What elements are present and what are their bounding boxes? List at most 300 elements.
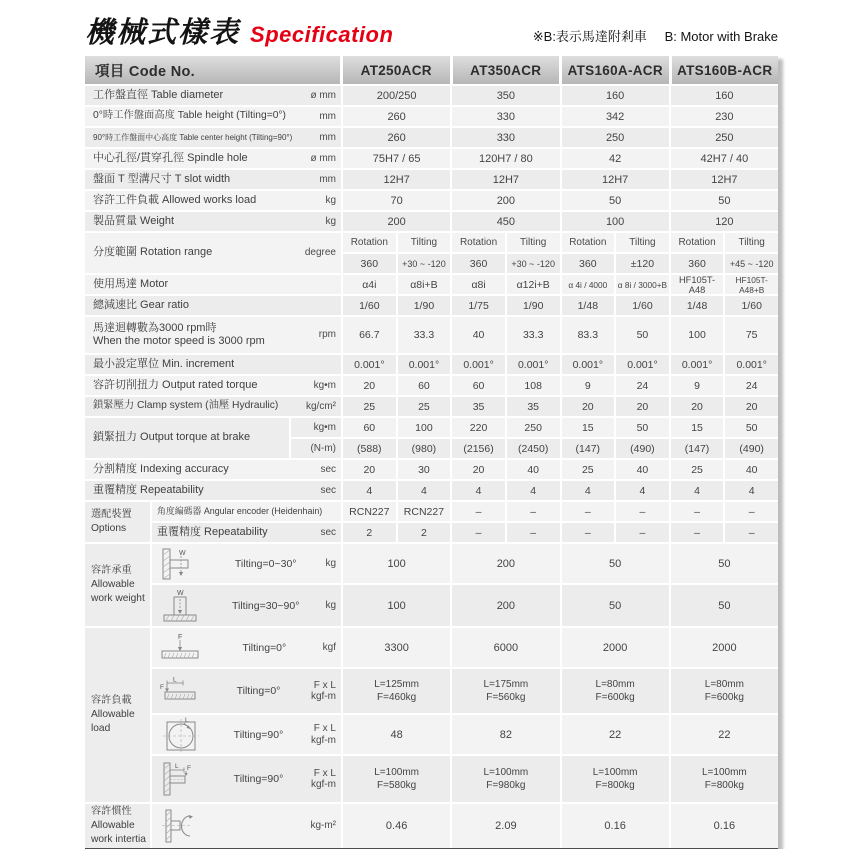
value-cell: – <box>671 523 726 542</box>
unit-line: kg <box>325 599 336 611</box>
row-label-text <box>93 89 308 102</box>
value-cell: 50 <box>725 418 778 437</box>
table-header-row <box>85 56 778 86</box>
group-block <box>152 628 778 802</box>
value-cell: +30 ~ -120 <box>398 254 453 273</box>
value-cell <box>562 756 671 802</box>
value-cell: 0.001° <box>562 355 617 374</box>
value-cell: 220 <box>452 418 507 437</box>
value-cell: 25 <box>398 397 453 416</box>
value-cell: 20 <box>562 397 617 416</box>
value-cell: 120H7 / 80 <box>452 149 561 168</box>
value-cell: 70 <box>343 191 452 210</box>
value-line: L=100mm <box>374 766 419 778</box>
row-unit <box>309 768 341 791</box>
value-cell: – <box>507 502 562 521</box>
value-cells <box>343 523 778 542</box>
value-cells <box>343 191 778 210</box>
options-row <box>152 502 778 523</box>
row-label-text <box>93 110 317 122</box>
tilting-0-force-length-icon <box>152 675 208 707</box>
value-cells <box>343 804 778 848</box>
row-unit: mm <box>319 131 336 143</box>
value-cells <box>343 376 778 395</box>
value-line: F=800kg <box>595 780 635 791</box>
value-cells <box>343 669 778 713</box>
row-unit: sec <box>320 484 336 496</box>
value-cell: (147) <box>671 439 726 458</box>
value-cell: 24 <box>725 376 778 395</box>
value-cell: 6000 <box>452 628 561 667</box>
group-row <box>152 669 778 715</box>
row-unit: rpm <box>318 329 336 341</box>
value-cell: 330 <box>452 107 561 126</box>
row-label <box>85 481 343 500</box>
rotary-inertia-icon <box>152 807 208 845</box>
value-cell: 15 <box>671 418 726 437</box>
value-cell <box>343 756 452 802</box>
value-line: L=80mm <box>704 678 744 690</box>
row-label-text <box>93 322 317 348</box>
label-line: 角度編碼器 Angular encoder (Heidenhain) <box>157 506 323 517</box>
value-cell: 66.7 <box>343 317 398 353</box>
value-cell: 9 <box>562 376 617 395</box>
page-title <box>85 10 393 51</box>
label-line: 90°時工作盤面中心高度 Table center height (Tilting=90°) <box>93 132 293 142</box>
value-cell: 50 <box>562 191 671 210</box>
table-row <box>85 481 778 502</box>
rotation-subheader-cell: Tilting <box>507 233 562 252</box>
value-cells <box>343 170 778 189</box>
row-label <box>85 275 343 294</box>
value-cell: 250 <box>671 128 778 147</box>
brake-values-row <box>343 439 778 458</box>
options-row <box>152 523 778 542</box>
value-cell: 12H7 <box>671 170 778 189</box>
row-label-text <box>93 379 312 392</box>
group-row <box>152 756 778 802</box>
group-row <box>152 585 778 626</box>
value-line: L=100mm <box>592 766 638 778</box>
value-cell: 35 <box>452 397 507 416</box>
value-line: F=580kg <box>377 780 417 791</box>
rotation-subheader-row <box>343 233 778 254</box>
value-cells <box>343 397 778 416</box>
row-unit: sec <box>320 463 336 475</box>
group-row <box>152 715 778 756</box>
value-cell: 50 <box>671 544 778 583</box>
group-row-label <box>152 585 343 626</box>
value-cell: (2450) <box>507 439 562 458</box>
value-cells <box>343 460 778 479</box>
label-line: 容許切削扭力 Output rated torque <box>93 378 258 391</box>
unit-line: F x L <box>313 723 336 734</box>
value-cell: 2 <box>343 523 398 542</box>
value-cell: 360 <box>562 254 617 273</box>
value-cell: 330 <box>452 128 561 147</box>
value-cell: 25 <box>671 460 726 479</box>
group-label <box>85 544 152 626</box>
value-line: F=460kg <box>377 692 417 703</box>
value-cell: 4 <box>343 481 398 500</box>
row-label <box>85 418 291 458</box>
value-cell: (147) <box>562 439 617 458</box>
row-label <box>85 355 343 374</box>
row-unit: kg/cm² <box>306 400 336 412</box>
rotation-subheader-cell: Rotation <box>343 233 398 252</box>
value-cells <box>343 628 778 667</box>
value-cell <box>343 669 452 713</box>
row-unit: mm <box>319 110 336 122</box>
row-label-text <box>93 431 289 444</box>
tilting-0-30-weight-icon <box>152 547 208 581</box>
page-title-zh: 機械式樣表 <box>85 17 241 49</box>
value-cell: 60 <box>452 376 507 395</box>
value-cell: 1/48 <box>562 296 617 315</box>
group-row <box>152 628 778 669</box>
value-cell: 120 <box>671 212 778 231</box>
value-cell: 24 <box>616 376 671 395</box>
group-label-line: 選配裝置 <box>91 509 132 521</box>
table-row <box>85 149 778 170</box>
row-label-text <box>93 194 323 207</box>
row-unit: kg•m <box>291 418 343 439</box>
value-cell: 1/60 <box>725 296 778 315</box>
unit-line: F x L <box>313 679 336 691</box>
value-cell: – <box>616 523 671 542</box>
brake-note <box>533 26 778 45</box>
value-cell: 100 <box>562 212 671 231</box>
value-cells <box>343 756 778 802</box>
value-cell: 0.16 <box>671 804 778 848</box>
row-unit: ø mm <box>310 152 336 164</box>
row-label-text <box>93 463 318 476</box>
svg-text:L: L <box>185 716 189 724</box>
rotation-subheader-cell: Tilting <box>398 233 453 252</box>
group-row-label <box>152 669 343 713</box>
value-cell: 160 <box>671 86 778 105</box>
svg-text:F: F <box>178 633 183 641</box>
value-cell: (588) <box>343 439 398 458</box>
row-label-text <box>93 484 318 497</box>
value-cell: 1/90 <box>507 296 562 315</box>
unit-line: kgf <box>322 641 336 653</box>
value-cell: 160 <box>562 86 671 105</box>
value-line: L=100mm <box>702 766 747 778</box>
row-unit <box>321 642 341 654</box>
svg-text:W: W <box>177 589 184 597</box>
tilting-label: Tilting=90° <box>233 728 284 741</box>
svg-text:W: W <box>179 549 186 557</box>
value-cell: – <box>671 502 726 521</box>
value-cells <box>343 86 778 105</box>
value-cells <box>343 296 778 315</box>
value-cell: 250 <box>507 418 562 437</box>
value-cell: 4 <box>452 481 507 500</box>
value-cell: – <box>616 502 671 521</box>
unit-line: kgf-m <box>311 734 336 746</box>
value-cells <box>343 107 778 126</box>
row-unit <box>323 558 341 570</box>
value-cell: 0.001° <box>398 355 453 374</box>
value-cell: α 4i / 4000 <box>562 275 617 294</box>
value-cell: 33.3 <box>398 317 453 353</box>
value-cell: α12i+B <box>507 275 562 294</box>
value-cell: – <box>507 523 562 542</box>
row-label <box>85 191 343 210</box>
value-cell: 83.3 <box>562 317 617 353</box>
label-line: 重覆精度 Repeatability <box>93 483 204 496</box>
product-header-4: ATS160B-ACR <box>672 56 779 84</box>
row-label-text <box>93 173 317 186</box>
value-cell: 0.46 <box>343 804 452 848</box>
value-cell: 0.001° <box>616 355 671 374</box>
value-cells <box>343 502 778 521</box>
value-cell: 25 <box>343 397 398 416</box>
product-header-1: AT250ACR <box>343 56 453 84</box>
value-cell: α 8i / 3000+B <box>616 275 671 294</box>
value-cell: 4 <box>507 481 562 500</box>
value-cell: 108 <box>507 376 562 395</box>
value-cells <box>343 128 778 147</box>
value-cell: 2000 <box>671 628 778 667</box>
table-row <box>85 296 778 317</box>
value-cell: 360 <box>452 254 507 273</box>
row-label-text <box>93 278 334 291</box>
tilting-label: Tilting=30~90° <box>231 599 300 612</box>
value-cell: 250 <box>562 128 671 147</box>
value-cell: 1/75 <box>452 296 507 315</box>
table-row <box>85 397 778 418</box>
value-cell: 9 <box>671 376 726 395</box>
label-line: 中心孔徑/貫穿孔徑 Spindle hole <box>93 151 248 164</box>
value-cell: 100 <box>398 418 453 437</box>
value-cell: 20 <box>452 460 507 479</box>
value-cell: 30 <box>398 460 453 479</box>
label-line: When the motor speed is 3000 rpm <box>93 335 265 347</box>
group-row-label <box>152 544 343 583</box>
group-label-line: load <box>91 722 111 734</box>
value-cell: 0.001° <box>507 355 562 374</box>
row-label <box>85 170 343 189</box>
group-label-line: work intertia <box>91 833 146 845</box>
row-unit <box>323 600 341 612</box>
value-cell: 20 <box>725 397 778 416</box>
row-label <box>85 149 343 168</box>
option-label-text <box>157 506 334 517</box>
value-cell: 40 <box>452 317 507 353</box>
value-cell: 25 <box>562 460 617 479</box>
value-cell: (2156) <box>452 439 507 458</box>
value-cell: 20 <box>343 460 398 479</box>
tilting-label: Tilting=0° <box>236 685 281 697</box>
row-label <box>85 233 343 273</box>
value-cells <box>343 149 778 168</box>
value-cell: HF105T-A48+B <box>725 275 778 294</box>
group-row <box>152 804 778 848</box>
value-cell: +30 ~ -120 <box>507 254 562 273</box>
row-label <box>85 212 343 231</box>
value-line: F=560kg <box>486 692 526 703</box>
value-cell: 200 <box>343 212 452 231</box>
value-cell: 100 <box>343 544 452 583</box>
value-cell <box>452 669 561 713</box>
value-cell: 82 <box>452 715 561 754</box>
unit-line: kg <box>325 557 336 569</box>
value-cell: 12H7 <box>343 170 452 189</box>
row-label <box>85 86 343 105</box>
group-label-line: Options <box>91 523 127 534</box>
value-cell: 3300 <box>343 628 452 667</box>
row-label <box>85 460 343 479</box>
value-cell: 2 <box>398 523 453 542</box>
row-label-text <box>93 299 334 312</box>
value-cell: 35 <box>507 397 562 416</box>
value-cell: 350 <box>452 86 561 105</box>
row-label <box>85 296 343 315</box>
group-label-line: 容許負載 <box>91 695 132 707</box>
page-title-en: Specification <box>250 22 394 47</box>
group-row-label <box>152 715 343 754</box>
row-label <box>85 128 343 147</box>
brake-values-row <box>343 418 778 439</box>
value-cell: 50 <box>562 585 671 626</box>
table-row-brake-torque <box>85 418 778 460</box>
value-cell: 1/60 <box>343 296 398 315</box>
value-cell: 75 <box>725 317 778 353</box>
value-cells <box>343 481 778 500</box>
unit-line: F x L <box>313 767 336 779</box>
group-block <box>152 804 778 848</box>
value-cell: 360 <box>343 254 398 273</box>
value-cell: (980) <box>398 439 453 458</box>
rotation-values-row <box>343 254 778 273</box>
value-cell: α8i+B <box>398 275 453 294</box>
row-label <box>85 397 343 416</box>
group-row <box>152 544 778 585</box>
rotation-subheader-cell: Tilting <box>725 233 778 252</box>
tilting-90-face-icon <box>152 717 208 753</box>
value-line: L=100mm <box>483 766 529 778</box>
row-unit: (N-m) <box>291 439 343 458</box>
table-row <box>85 460 778 481</box>
label-line: 總減速比 Gear ratio <box>93 298 189 311</box>
rotation-block <box>343 233 778 273</box>
value-cell: 42 <box>562 149 671 168</box>
rotation-subheader-cell: Rotation <box>562 233 617 252</box>
row-label <box>85 107 343 126</box>
label-line: 製品質量 Weight <box>93 214 175 227</box>
value-cell: – <box>725 502 778 521</box>
value-cells <box>343 212 778 231</box>
value-cell: 1/48 <box>671 296 726 315</box>
value-cell: RCN227 <box>398 502 453 521</box>
value-cell: 0.001° <box>452 355 507 374</box>
svg-text:L: L <box>175 763 179 770</box>
value-cell: 40 <box>725 460 778 479</box>
value-cell: α4i <box>343 275 398 294</box>
label-line: 馬達迴轉數為3000 rpm時 <box>93 321 217 334</box>
option-label-text <box>157 526 318 539</box>
group-row-label <box>152 756 343 802</box>
value-cell: ±120 <box>616 254 671 273</box>
tilting-label: Tilting=0~30° <box>234 557 297 570</box>
value-cell: 20 <box>671 397 726 416</box>
value-cell: 200 <box>452 544 561 583</box>
value-line: F=800kg <box>704 780 744 791</box>
value-cell: – <box>562 502 617 521</box>
value-cell: 22 <box>671 715 778 754</box>
value-cell: (490) <box>725 439 778 458</box>
row-label-text <box>93 215 323 228</box>
value-cell: 0.16 <box>562 804 671 848</box>
value-cell: – <box>452 523 507 542</box>
row-unit: sec <box>320 526 336 538</box>
value-cell: 342 <box>562 107 671 126</box>
value-cell: 1/60 <box>616 296 671 315</box>
value-line: L=80mm <box>595 678 635 690</box>
value-cell: 4 <box>616 481 671 500</box>
value-cell: +45 ~ -120 <box>725 254 778 273</box>
value-cell: 50 <box>616 317 671 353</box>
value-cell: 40 <box>616 460 671 479</box>
table-row-options <box>85 502 778 544</box>
row-unit: kg <box>325 215 336 227</box>
value-cells <box>343 355 778 374</box>
svg-text:L: L <box>173 676 177 684</box>
value-cell: 50 <box>562 544 671 583</box>
value-cell: 100 <box>671 317 726 353</box>
row-label-text <box>93 400 304 412</box>
value-cell <box>452 756 561 802</box>
value-cell: 360 <box>671 254 726 273</box>
tilting-label: Tilting=90° <box>233 773 284 785</box>
code-no-header: 項目 Code No. <box>85 56 343 84</box>
value-cell: 0.001° <box>671 355 726 374</box>
value-line: F=980kg <box>486 780 526 791</box>
value-cell: 2000 <box>562 628 671 667</box>
value-cell: 260 <box>343 107 452 126</box>
label-line: 鎖緊壓力 Clamp system (油壓 Hydraulic) <box>93 400 279 412</box>
row-label-text <box>93 133 317 143</box>
value-cell: – <box>725 523 778 542</box>
label-line: 鎖緊扭力 Output torque at brake <box>93 431 251 444</box>
row-label <box>85 376 343 395</box>
brake-note-en: B: Motor with Brake <box>664 29 778 44</box>
svg-text:F: F <box>160 684 164 691</box>
value-cell: 75H7 / 65 <box>343 149 452 168</box>
label-line: 分度範圍 Rotation range <box>93 246 213 259</box>
value-cell: – <box>562 523 617 542</box>
table-row-rotation-range <box>85 233 778 275</box>
value-cell: 260 <box>343 128 452 147</box>
value-cells <box>343 275 778 294</box>
table-row <box>85 355 778 376</box>
group-label <box>85 628 152 802</box>
brake-values-block <box>343 418 778 458</box>
label-line: 分割精度 Indexing accuracy <box>93 462 229 475</box>
value-cell: 200/250 <box>343 86 452 105</box>
row-label-text <box>93 246 303 259</box>
value-cell <box>562 669 671 713</box>
value-cell: 4 <box>725 481 778 500</box>
value-cell: 33.3 <box>507 317 562 353</box>
row-unit <box>309 723 341 746</box>
value-cell: 60 <box>343 418 398 437</box>
value-line: F=600kg <box>595 692 635 703</box>
value-cells <box>343 317 778 353</box>
value-cell: 200 <box>452 191 561 210</box>
